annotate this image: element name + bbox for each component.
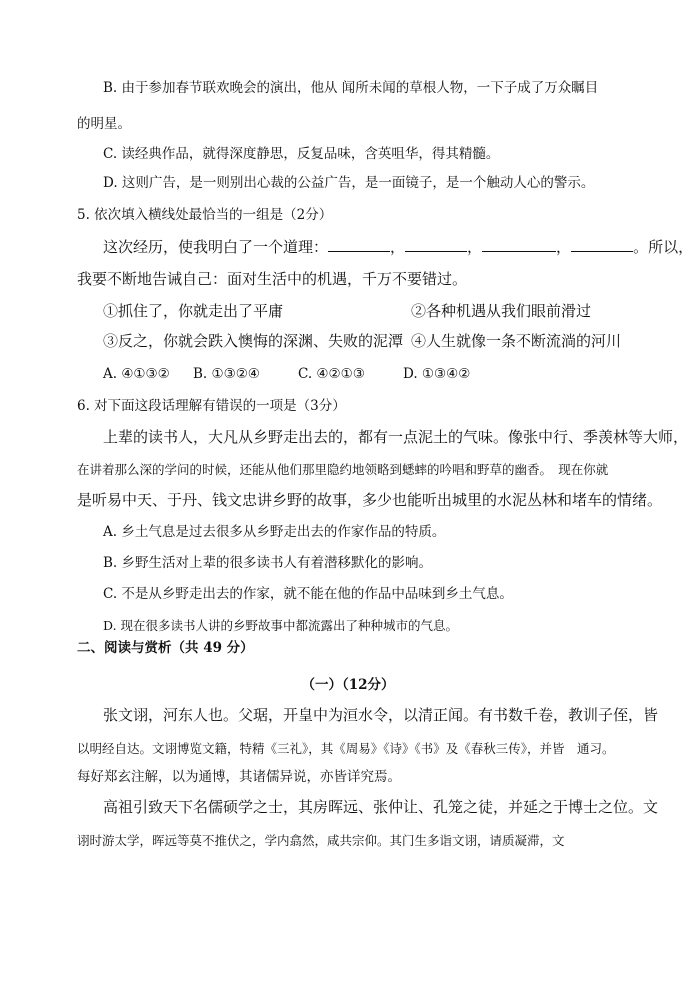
classical-text-line4: 高祖引致天下名儒硕学之士，其房晖远、张仲让、孔笼之徒，并延之于博士之位。文 <box>103 798 659 816</box>
subsection-heading: （一）（12分） <box>301 677 395 693</box>
q4-option-d: D. 这则广告，是一则别出心裁的公益广告，是一面镜子，是一个触动人心的警示。 <box>103 175 595 191</box>
q5-item-4: ④人生就像一条不断流淌的河川 <box>411 332 622 350</box>
classical-text-line5: 诩时游太学，晖远等莫不推伏之，学内翕然，咸共宗仰。其门生多诣文诩，请质凝滞，文 <box>77 833 565 848</box>
q5-option-b: B. ①③②④ <box>193 366 260 382</box>
q5-sentence-start: 这次经历，使我明白了一个道理： <box>103 238 329 256</box>
q5-option-a: A. ④①③② <box>103 366 170 382</box>
q5-item-1: ①抓住了，你就走出了平庸 <box>103 302 284 320</box>
q5-paragraph-line2: 我要不断地告诫自己：面对生活中的机遇，千万不要错过。 <box>77 270 468 288</box>
q6-stem: 6. 对下面这段话理解有错误的一项是（3分） <box>77 398 346 414</box>
q5-item-2: ②各种机遇从我们眼前滑过 <box>411 302 592 320</box>
classical-text-line2: 以明经自达。文诩博览文籍，特精《三礼》，其《周易》《诗》《书》及《春秋三传》，并皆 通习。 <box>77 741 615 756</box>
q6-option-a: A. 乡土气息是过去很多从乡野走出去的作家作品的特质。 <box>103 524 446 540</box>
fill-blank-2[interactable] <box>405 237 467 252</box>
q6-option-c: C. 不是从乡野走出去的作家，就不能在他的作品中品味到乡土气息。 <box>103 586 513 602</box>
fill-blank-4[interactable] <box>571 237 633 252</box>
comma: ， <box>556 238 572 256</box>
comma: ， <box>390 238 406 256</box>
q4-option-b-line1: B. 由于参加春节联欢晚会的演出，他从 闻所未闻的草根人物，一下子成了万众瞩目 <box>103 80 599 96</box>
q5-paragraph-line1 <box>103 237 693 256</box>
q5-option-d: D. ①③④② <box>403 366 471 382</box>
section-heading: 二、阅读与赏析（共 49 分） <box>77 640 254 656</box>
q4-option-b-line2: 的明星。 <box>77 116 131 132</box>
classical-text-line1: 张文诩，河东人也。父琚，开皇中为洹水令，以清正闻。有书数千卷，教训子侄，皆 <box>103 706 659 724</box>
q6-passage-line3: 是听易中天、于丹、钱文忠讲乡野的故事，多少也能听出城里的水泥丛林和堵车的情绪。 <box>77 491 663 509</box>
q6-option-d: D. 现在很多读书人讲的乡野故事中都流露出了种种城市的气息。 <box>103 618 459 633</box>
q6-passage-line2: 在讲着那么深的学问的时候，还能从他们那里隐约地领略到蟋蟀的吟唱和野草的幽香。 现在你就 <box>77 462 609 477</box>
q5-item-3: ③反之，你就会跌入懊悔的深渊、失败的泥潭 <box>103 332 404 350</box>
q5-sentence-end: 。所以， <box>633 238 694 256</box>
comma: ， <box>467 238 483 256</box>
q6-passage-line1: 上辈的读书人，大凡从乡野走出去的，都有一点泥土的气味。像张中行、季羡林等大师， <box>103 428 689 446</box>
q5-option-c: C. ④②①③ <box>298 366 365 382</box>
fill-blank-1[interactable] <box>328 237 390 252</box>
q6-option-b: B. 乡野生活对上辈的很多读书人有着潜移默化的影响。 <box>103 555 433 571</box>
q4-option-c: C. 读经典作品，就得深度静思，反复品味，含英咀华，得其精髓。 <box>103 146 500 162</box>
fill-blank-3[interactable] <box>482 237 556 252</box>
classical-text-line3: 每好郑玄注解，以为通博，其诸儒异说，亦皆详究焉。 <box>77 769 401 785</box>
q5-stem: 5. 依次填入横线处最恰当的一组是（2分） <box>77 207 333 223</box>
